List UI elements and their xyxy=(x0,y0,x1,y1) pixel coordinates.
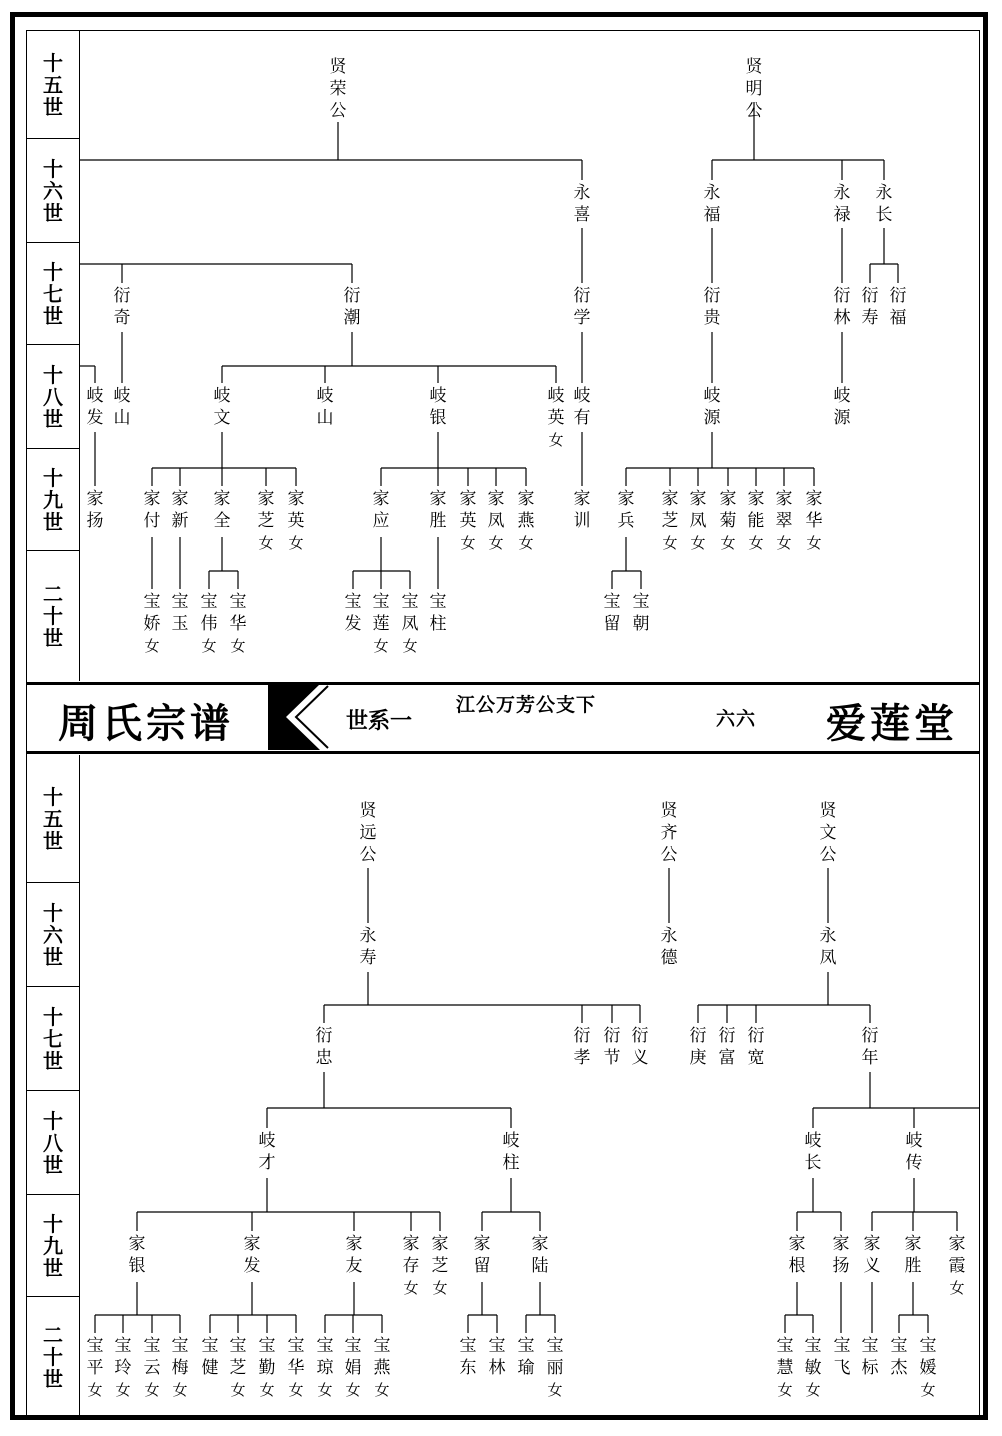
person-t18: 岐 银 xyxy=(429,386,447,428)
female-mark: 女 xyxy=(201,637,217,655)
person-b50: 宝 杰 xyxy=(890,1336,908,1378)
female-mark: 女 xyxy=(748,534,764,552)
female-mark: 女 xyxy=(374,1381,390,1399)
person-t7: 衍 奇 xyxy=(113,286,131,328)
hall-name: 爱莲堂 xyxy=(826,700,958,747)
person-t40: 家 翠 女 xyxy=(771,488,797,554)
person-b27: 家 扬 xyxy=(832,1234,850,1276)
female-mark: 女 xyxy=(288,534,304,552)
generation-label: 十 五 世 xyxy=(26,755,80,883)
person-b21: 家 友 xyxy=(345,1234,363,1276)
person-b39: 宝 琼 女 xyxy=(312,1335,338,1401)
female-mark: 女 xyxy=(720,534,736,552)
person-b7: 衍 忠 xyxy=(315,1026,333,1068)
female-mark: 女 xyxy=(144,1381,160,1399)
person-t19: 岐 英 女 xyxy=(543,385,569,451)
person-t33: 家 燕 女 xyxy=(513,488,539,554)
female-mark: 女 xyxy=(403,1279,419,1297)
person-t24: 家 付 xyxy=(143,489,161,531)
female-mark: 女 xyxy=(345,1381,361,1399)
person-t48: 宝 凤 女 xyxy=(397,591,423,657)
person-b34: 宝 梅 女 xyxy=(167,1335,193,1401)
generation-label: 十 八 世 xyxy=(26,345,80,449)
female-mark: 女 xyxy=(230,637,246,655)
person-b22: 家 存 女 xyxy=(398,1233,424,1299)
female-mark: 女 xyxy=(806,534,822,552)
person-b40: 宝 娟 女 xyxy=(340,1335,366,1401)
person-t14: 岐 发 xyxy=(86,386,104,428)
female-mark: 女 xyxy=(548,431,564,449)
female-mark: 女 xyxy=(805,1381,821,1399)
female-mark: 女 xyxy=(259,1381,275,1399)
person-b24: 家 留 xyxy=(473,1234,491,1276)
person-t2: 贤 明 公 xyxy=(745,57,763,121)
person-b25: 家 陆 xyxy=(531,1234,549,1276)
person-b37: 宝 勤 女 xyxy=(254,1335,280,1401)
person-t41: 家 华 女 xyxy=(801,488,827,554)
person-b48: 宝 飞 xyxy=(833,1336,851,1378)
person-b43: 宝 林 xyxy=(488,1336,506,1378)
person-t32: 家 凤 女 xyxy=(483,488,509,554)
person-t27: 家 芝 女 xyxy=(253,488,279,554)
person-b19: 家 银 xyxy=(128,1234,146,1276)
section-label: 世系一 xyxy=(346,709,413,734)
generation-label: 十 六 世 xyxy=(26,139,80,243)
person-b29: 家 胜 xyxy=(904,1234,922,1276)
person-t10: 衍 贵 xyxy=(703,286,721,328)
female-mark: 女 xyxy=(949,1279,965,1297)
generation-label: 十 九 世 xyxy=(26,449,80,551)
person-t35: 家 兵 xyxy=(617,489,635,531)
person-b6: 永 凤 xyxy=(819,926,837,968)
person-b32: 宝 玲 女 xyxy=(110,1335,136,1401)
person-b12: 衍 富 xyxy=(718,1026,736,1068)
clan-title: 周氏宗谱 xyxy=(58,700,234,747)
person-t11: 衍 林 xyxy=(833,286,851,328)
female-mark: 女 xyxy=(317,1381,333,1399)
person-b23: 家 芝 女 xyxy=(427,1233,453,1299)
person-t44: 宝 伟 女 xyxy=(196,591,222,657)
person-t20: 岐 有 xyxy=(573,386,591,428)
person-b18: 岐 传 xyxy=(905,1131,923,1173)
female-mark: 女 xyxy=(547,1381,563,1399)
person-t5: 永 禄 xyxy=(833,183,851,225)
person-t38: 家 菊 女 xyxy=(715,488,741,554)
female-mark: 女 xyxy=(230,1381,246,1399)
female-mark: 女 xyxy=(488,534,504,552)
person-b28: 家 义 xyxy=(863,1234,881,1276)
person-t45: 宝 华 女 xyxy=(225,591,251,657)
person-t42: 宝 娇 女 xyxy=(139,591,165,657)
person-b2: 贤 齐 公 xyxy=(660,801,678,865)
person-b35: 宝 健 xyxy=(201,1336,219,1378)
person-b1: 贤 远 公 xyxy=(359,801,377,865)
person-b30: 家 霞 女 xyxy=(944,1233,970,1299)
female-mark: 女 xyxy=(115,1381,131,1399)
female-mark: 女 xyxy=(518,534,534,552)
generation-label: 十 五 世 xyxy=(26,31,80,139)
female-mark: 女 xyxy=(258,534,274,552)
person-b10: 衍 义 xyxy=(631,1026,649,1068)
female-mark: 女 xyxy=(662,534,678,552)
female-mark: 女 xyxy=(144,637,160,655)
generation-label: 二 十 世 xyxy=(43,1323,63,1391)
person-b8: 衍 孝 xyxy=(573,1026,591,1068)
person-t1: 贤 荣 公 xyxy=(329,57,347,121)
person-t8: 衍 潮 xyxy=(343,286,361,328)
person-b4: 永 寿 xyxy=(359,926,377,968)
female-mark: 女 xyxy=(402,637,418,655)
person-t17: 岐 山 xyxy=(316,386,334,428)
person-t16: 岐 文 xyxy=(213,386,231,428)
female-mark: 女 xyxy=(87,1381,103,1399)
female-mark: 女 xyxy=(288,1381,304,1399)
female-mark: 女 xyxy=(690,534,706,552)
person-b41: 宝 燕 女 xyxy=(369,1335,395,1401)
person-b49: 宝 标 xyxy=(861,1336,879,1378)
page-number: 六六 xyxy=(716,708,757,730)
person-b11: 衍 庚 xyxy=(689,1026,707,1068)
person-t3: 永 喜 xyxy=(573,183,591,225)
female-mark: 女 xyxy=(373,637,389,655)
person-t9: 衍 学 xyxy=(573,286,591,328)
person-t12: 衍 寿 xyxy=(861,286,879,328)
person-t49: 宝 柱 xyxy=(429,592,447,634)
person-t37: 家 凤 女 xyxy=(685,488,711,554)
person-t31: 家 英 女 xyxy=(455,488,481,554)
generation-label: 十 八 世 xyxy=(26,1091,80,1195)
person-b31: 宝 平 女 xyxy=(82,1335,108,1401)
person-t6: 永 长 xyxy=(875,183,893,225)
person-b20: 家 发 xyxy=(243,1234,261,1276)
person-b5: 永 德 xyxy=(660,926,678,968)
female-mark: 女 xyxy=(172,1381,188,1399)
person-t50: 宝 留 xyxy=(603,592,621,634)
person-t51: 宝 朝 xyxy=(632,592,650,634)
person-t30: 家 胜 xyxy=(429,489,447,531)
person-t25: 家 新 xyxy=(171,489,189,531)
person-t26: 家 全 xyxy=(213,489,231,531)
female-mark: 女 xyxy=(776,534,792,552)
person-b33: 宝 云 女 xyxy=(139,1335,165,1401)
person-b46: 宝 慧 女 xyxy=(772,1335,798,1401)
generation-label: 十 七 世 xyxy=(26,987,80,1091)
generation-label: 十 九 世 xyxy=(26,1195,80,1297)
person-t43: 宝 玉 xyxy=(171,592,189,634)
person-b44: 宝 瑜 xyxy=(517,1336,535,1378)
female-mark: 女 xyxy=(777,1381,793,1399)
person-b42: 宝 东 xyxy=(459,1336,477,1378)
person-b47: 宝 敏 女 xyxy=(800,1335,826,1401)
person-b16: 岐 柱 xyxy=(502,1131,520,1173)
person-b15: 岐 才 xyxy=(258,1131,276,1173)
person-b51: 宝 媛 女 xyxy=(915,1335,941,1401)
female-mark: 女 xyxy=(920,1381,936,1399)
person-b17: 岐 长 xyxy=(804,1131,822,1173)
person-t36: 家 芝 女 xyxy=(657,488,683,554)
generation-label: 十 六 世 xyxy=(26,883,80,987)
person-b9: 衍 节 xyxy=(603,1026,621,1068)
person-t15: 岐 山 xyxy=(113,386,131,428)
person-t28: 家 英 女 xyxy=(283,488,309,554)
branch-note: 江公万芳公支下 xyxy=(456,694,597,716)
person-t34: 家 训 xyxy=(573,489,591,531)
person-t13: 衍 福 xyxy=(889,286,907,328)
person-t46: 宝 发 xyxy=(344,592,362,634)
female-mark: 女 xyxy=(460,534,476,552)
generation-label: 十 七 世 xyxy=(26,243,80,345)
person-t23: 家 扬 xyxy=(86,489,104,531)
person-b14: 衍 年 xyxy=(861,1026,879,1068)
person-t22: 岐 源 xyxy=(833,386,851,428)
person-t21: 岐 源 xyxy=(703,386,721,428)
person-b38: 宝 华 女 xyxy=(283,1335,309,1401)
person-t4: 永 福 xyxy=(703,183,721,225)
person-t29: 家 应 xyxy=(372,489,390,531)
person-b13: 衍 宽 xyxy=(747,1026,765,1068)
person-t39: 家 能 女 xyxy=(743,488,769,554)
person-b26: 家 根 xyxy=(788,1234,806,1276)
person-b45: 宝 丽 女 xyxy=(542,1335,568,1401)
female-mark: 女 xyxy=(432,1279,448,1297)
person-b3: 贤 文 公 xyxy=(819,801,837,865)
person-t47: 宝 莲 女 xyxy=(368,591,394,657)
generation-label: 二 十 世 xyxy=(43,582,63,650)
person-b36: 宝 芝 女 xyxy=(225,1335,251,1401)
